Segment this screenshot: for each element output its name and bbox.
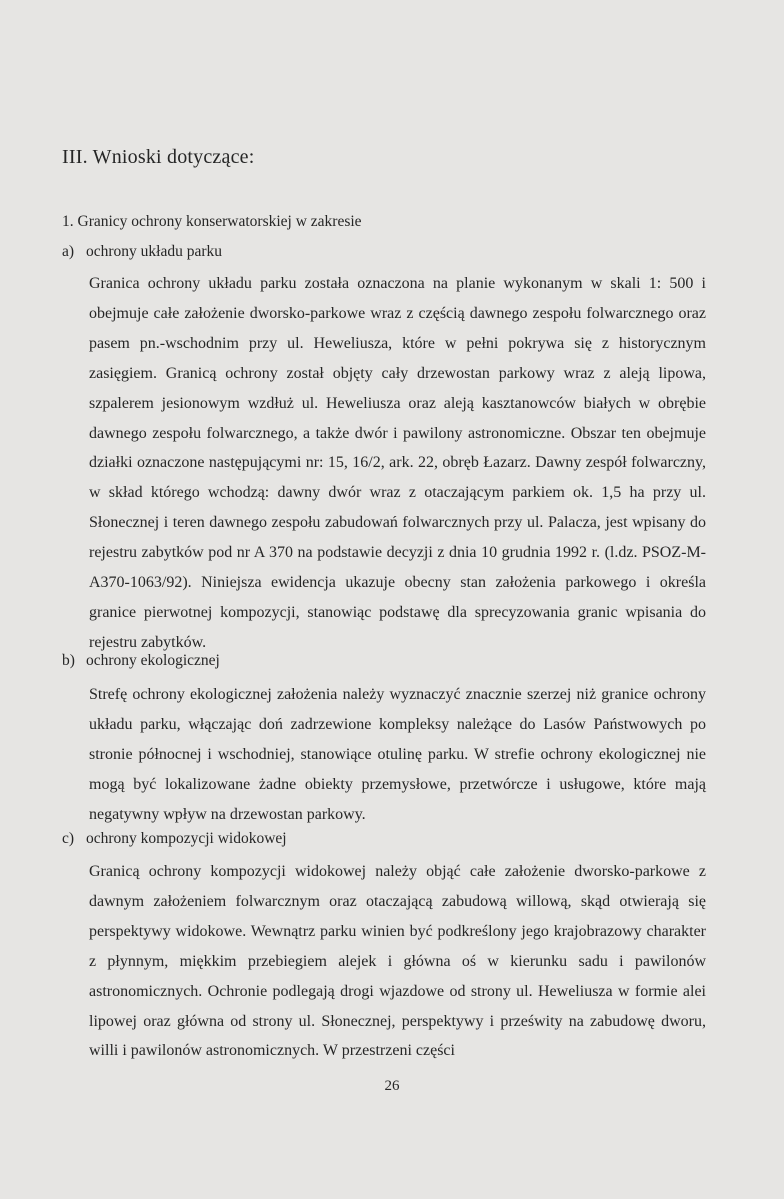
item-b-letter: b) bbox=[62, 652, 75, 669]
item-b-paragraph: Strefę ochrony ekologicznej założenia należy wyznaczyć znacznie szerzej niż granice ochrony układu parku, włączając doń zadrzewione kompleksy należące do Lasów Państwowych po stronie północnej i wschodniej, stanowiące otulinę parku. W strefie ochrony ekologicznej nie mogą być lokalizowane żadne obiekty przemysłowe, przetwórcze i usługowe, które mają negatywny wpływ na drzewostan parkowy. bbox=[89, 686, 706, 823]
section-title: III. Wnioski dotyczące: bbox=[62, 146, 255, 168]
page-number: 26 bbox=[384, 1078, 400, 1094]
item-c-letter: c) bbox=[62, 830, 75, 847]
item-c-heading bbox=[62, 830, 287, 848]
item-b-title: ochrony ekologicznej bbox=[86, 652, 220, 669]
item-c-paragraph: Granicą ochrony kompozycji widokowej należy objąć całe założenie dworsko-parkowe z dawnym założeniem folwarcznym oraz otaczającą zabudową willową, skąd otwierają się perspektywy widokowe. Wewnątrz parku winien być podkreślony jego krajobrazowy charakter z płynnym, miękkim przebiegiem alejek i główna oś w kierunku sadu i pawilonów astronomicznych. Ochronie podlegają drogi wjazdowe od strony ul. Heweliusza w formie alei lipowej oraz główna od strony ul. Słonecznej, perspektywy i prześwity na zabudowę dworu, willi i pawilonów astronomicznych. W przestrzeni części bbox=[89, 863, 706, 1060]
point-1-heading: 1. Granicy ochrony konserwatorskiej w zakresie bbox=[62, 213, 362, 230]
item-a-letter: a) bbox=[62, 243, 75, 260]
item-a-heading bbox=[62, 243, 222, 261]
item-b-heading bbox=[62, 652, 220, 670]
item-a-paragraph: Granica ochrony układu parku została oznaczona na planie wykonanym w skali 1: 500 i obejmuje całe założenie dworsko-parkowe wraz z częścią dawnego zespołu folwarcznego oraz pasem pn.-wschodnim przy ul. Heweliusza, które w pełni pokrywa się z historycznym zasięgiem. Granicą ochrony został objęty cały drzewostan parkowy wraz z aleją lipowa, szpalerem jesionowym wzdłuż ul. Heweliusza oraz aleją kasztanowców białych w obrębie dawnego zespołu folwarcznego, a także dwór i pawilony astronomiczne. Obszar ten obejmuje działki oznaczone następującymi nr: 15, 16/2, ark. 22, obręb Łazarz. Dawny zespół folwarczny, w skład którego wchodzą: dawny dwór wraz z otaczającym parkiem ok. 1,5 ha przy ul. Słonecznej i teren dawnego zespołu zabudowań folwarcznych przy ul. Palacza, jest wpisany do rejestru zabytków pod nr A 370 na podstawie decyzji z dnia 10 grudnia 1992 r. (l.dz. PSOZ-M-A370-1063/92). Niniejsza ewidencja ukazuje obecny stan założenia parkowego i określa granice pierwotnej kompozycji, stanowiąc podstawę dla sprecyzowania granic wpisania do rejestru zabytków. bbox=[89, 275, 706, 651]
item-c-title: ochrony kompozycji widokowej bbox=[86, 830, 287, 847]
item-a-title: ochrony układu parku bbox=[86, 243, 223, 260]
